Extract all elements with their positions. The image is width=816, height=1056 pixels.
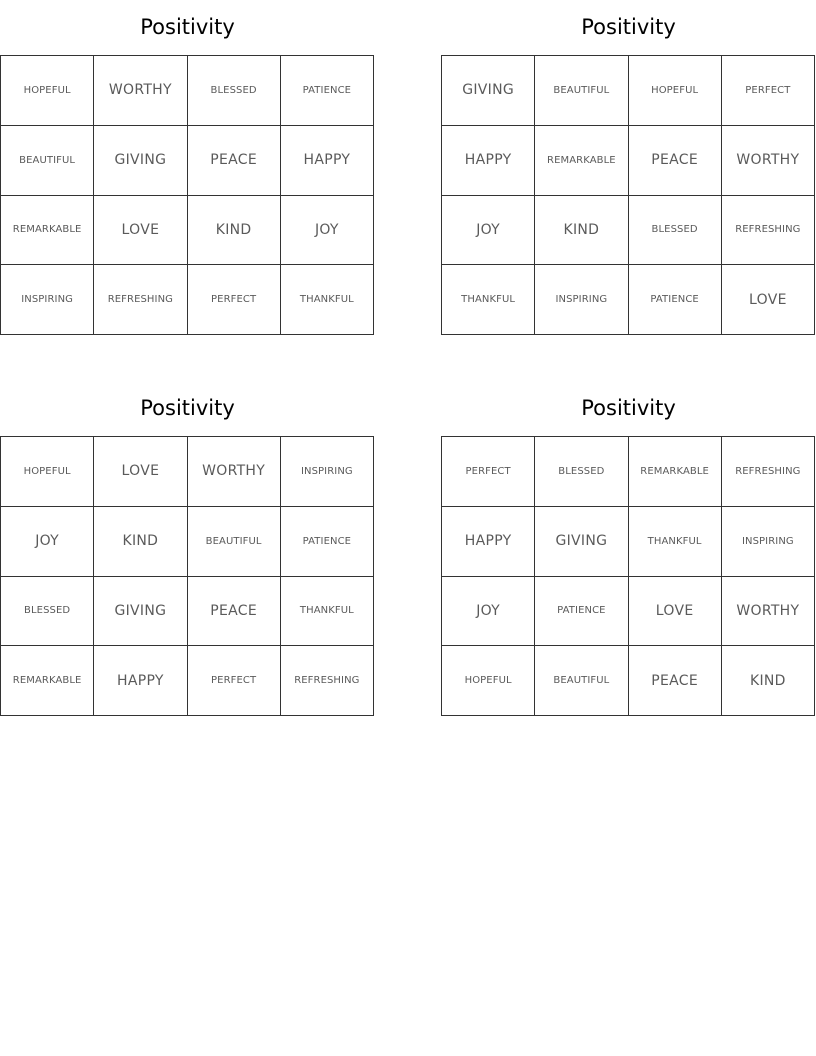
grid-cell: REMARKABLE xyxy=(1,196,94,266)
card-title: Positivity xyxy=(581,396,676,420)
grid-cell: HOPEFUL xyxy=(629,56,722,126)
grid-cell: GIVING xyxy=(94,126,187,196)
grid-cell: KIND xyxy=(722,646,815,716)
grid-cell: THANKFUL xyxy=(281,265,374,335)
grid-cell: BEAUTIFUL xyxy=(1,126,94,196)
grid-cell: BEAUTIFUL xyxy=(535,646,628,716)
word-grid xyxy=(0,436,374,716)
grid-cell: PEACE xyxy=(188,126,281,196)
card-title: Positivity xyxy=(140,396,235,420)
grid-cell: PATIENCE xyxy=(535,577,628,647)
grid-cell: PEACE xyxy=(629,646,722,716)
grid-cell: BLESSED xyxy=(188,56,281,126)
grid-cell: PERFECT xyxy=(188,265,281,335)
grid-cell: GIVING xyxy=(535,507,628,577)
grid-cell: BLESSED xyxy=(629,196,722,266)
grid-cell: REMARKABLE xyxy=(1,646,94,716)
grid-cell: THANKFUL xyxy=(281,577,374,647)
grid-cell: JOY xyxy=(281,196,374,266)
grid-cell: PATIENCE xyxy=(629,265,722,335)
grid-cell: PATIENCE xyxy=(281,507,374,577)
grid-cell: LOVE xyxy=(94,196,187,266)
grid-cell: PATIENCE xyxy=(281,56,374,126)
grid-cell: JOY xyxy=(442,196,535,266)
grid-cell: LOVE xyxy=(629,577,722,647)
grid-cell: HAPPY xyxy=(442,507,535,577)
grid-cell: INSPIRING xyxy=(535,265,628,335)
grid-cell: INSPIRING xyxy=(281,437,374,507)
grid-cell: BLESSED xyxy=(1,577,94,647)
grid-cell: PERFECT xyxy=(442,437,535,507)
grid-cell: HOPEFUL xyxy=(442,646,535,716)
grid-cell: THANKFUL xyxy=(629,507,722,577)
grid-cell: HAPPY xyxy=(94,646,187,716)
grid-cell: INSPIRING xyxy=(1,265,94,335)
grid-cell: REMARKABLE xyxy=(629,437,722,507)
grid-cell: PEACE xyxy=(629,126,722,196)
grid-cell: GIVING xyxy=(94,577,187,647)
grid-cell: HAPPY xyxy=(442,126,535,196)
grid-cell: HOPEFUL xyxy=(1,56,94,126)
word-grid xyxy=(0,55,374,335)
grid-cell: BEAUTIFUL xyxy=(535,56,628,126)
grid-cell: WORTHY xyxy=(722,577,815,647)
grid-cell: REFRESHING xyxy=(94,265,187,335)
grid-cell: WORTHY xyxy=(94,56,187,126)
card-title: Positivity xyxy=(140,15,235,39)
word-grid xyxy=(441,436,815,716)
grid-cell: PEACE xyxy=(188,577,281,647)
grid-cell: HOPEFUL xyxy=(1,437,94,507)
grid-cell: GIVING xyxy=(442,56,535,126)
grid-cell: THANKFUL xyxy=(442,265,535,335)
grid-cell: WORTHY xyxy=(188,437,281,507)
grid-cell: LOVE xyxy=(722,265,815,335)
grid-cell: BLESSED xyxy=(535,437,628,507)
grid-cell: JOY xyxy=(442,577,535,647)
grid-cell: LOVE xyxy=(94,437,187,507)
grid-cell: REMARKABLE xyxy=(535,126,628,196)
grid-cell: KIND xyxy=(188,196,281,266)
grid-cell: WORTHY xyxy=(722,126,815,196)
word-grid xyxy=(441,55,815,335)
grid-cell: JOY xyxy=(1,507,94,577)
grid-cell: KIND xyxy=(94,507,187,577)
grid-cell: HAPPY xyxy=(281,126,374,196)
grid-cell: REFRESHING xyxy=(281,646,374,716)
grid-cell: REFRESHING xyxy=(722,437,815,507)
grid-cell: PERFECT xyxy=(722,56,815,126)
grid-cell: PERFECT xyxy=(188,646,281,716)
grid-cell: BEAUTIFUL xyxy=(188,507,281,577)
card-title: Positivity xyxy=(581,15,676,39)
grid-cell: INSPIRING xyxy=(722,507,815,577)
grid-cell: KIND xyxy=(535,196,628,266)
grid-cell: REFRESHING xyxy=(722,196,815,266)
